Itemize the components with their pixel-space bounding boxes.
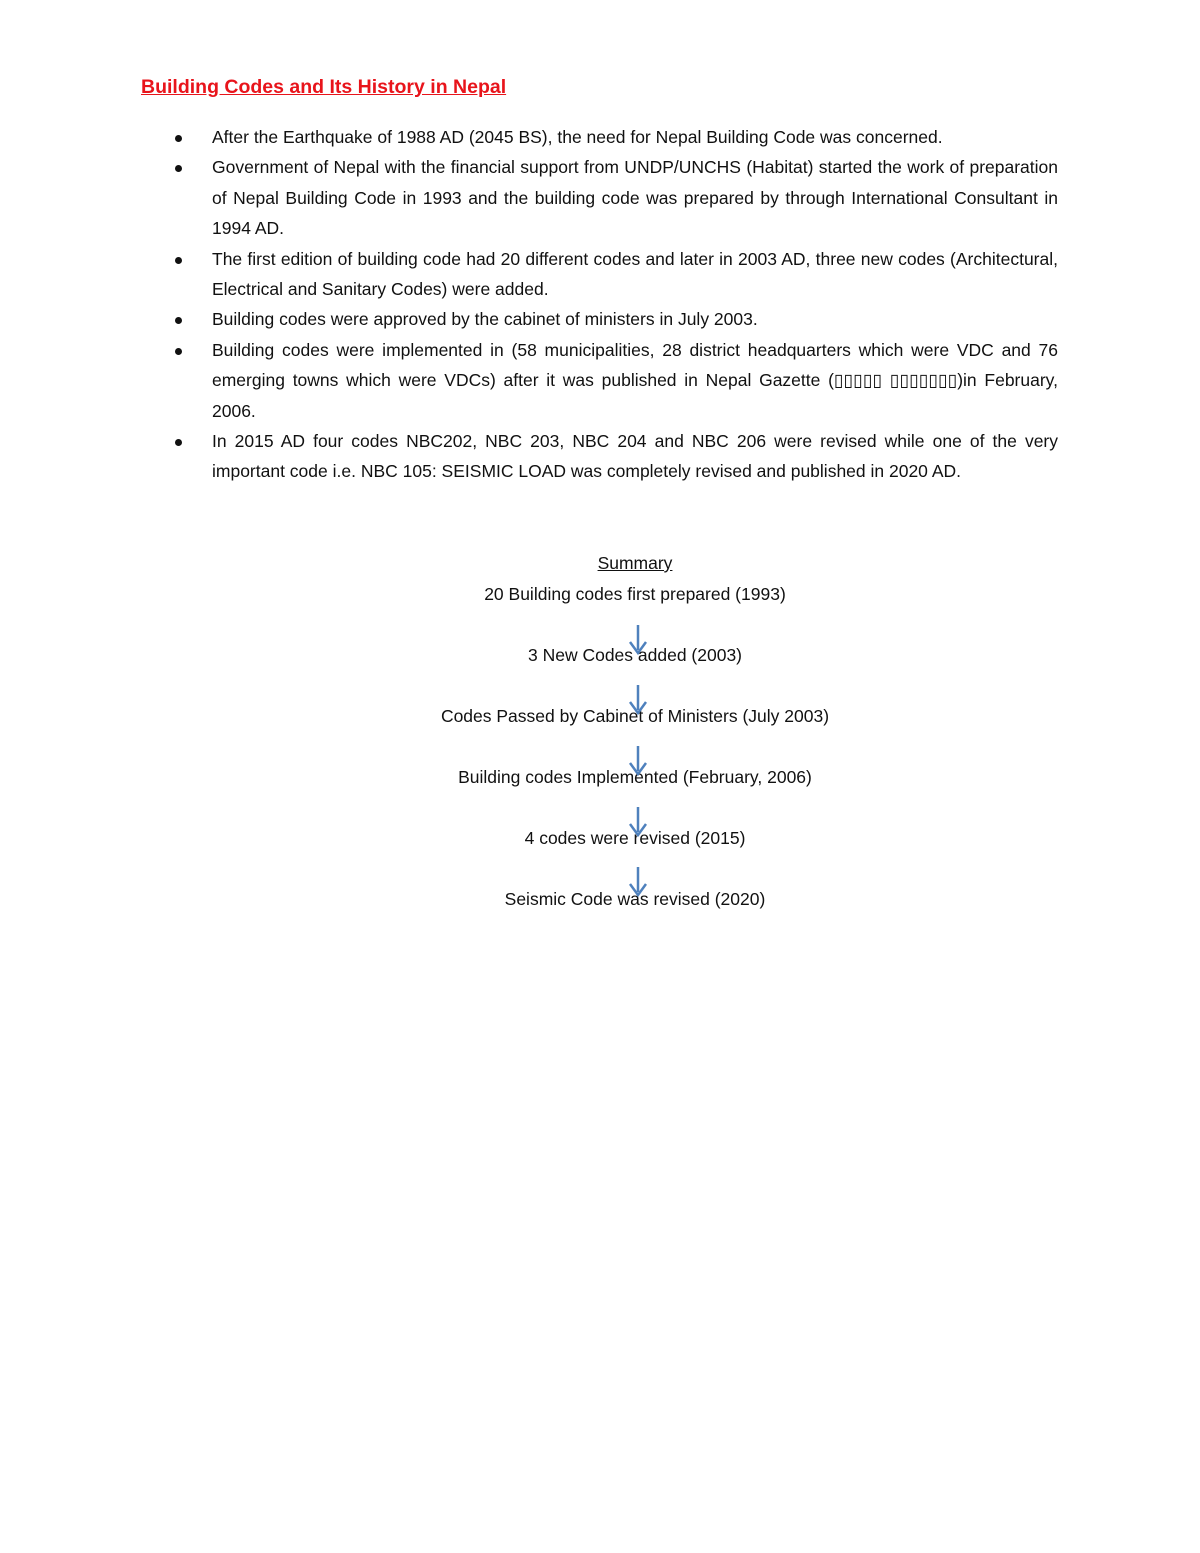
bullet-text: Building codes were implemented in (58 municipalities, 28 district headquarters which were VDC and 76 emerging towns which were VDCs) after it was published in Nepal Gazette (▯▯▯▯▯ ▯▯▯▯▯▯▯)in February, 2006. xyxy=(212,339,1058,421)
bullet-icon xyxy=(175,257,182,264)
summary-step: 3 New Codes added (2003) xyxy=(527,645,743,665)
bullet-text: Government of Nepal with the financial support from UNDP/UNCHS (Habitat) started the work of preparation of Nepal Building Code in 1993 and the building code was prepared by through International Consultant in 1994 AD. xyxy=(212,157,1058,239)
bullet-item xyxy=(172,335,1058,426)
bullet-item xyxy=(172,426,1058,487)
summary-step: Codes Passed by Cabinet of Ministers (July 2003) xyxy=(440,706,830,726)
down-arrow-icon xyxy=(624,866,648,898)
summary-heading: Summary xyxy=(597,553,673,573)
bullet-icon xyxy=(175,348,182,355)
arrow-spacer xyxy=(0,607,1200,642)
document-title: Building Codes and Its History in Nepal xyxy=(141,76,507,98)
bullet-item xyxy=(172,152,1058,243)
down-arrow-icon xyxy=(624,806,648,838)
summary-step: 4 codes were revised (2015) xyxy=(524,828,746,848)
bullet-item xyxy=(172,304,1058,334)
bullet-text: In 2015 AD four codes NBC202, NBC 203, NBC 204 and NBC 206 were revised while one of the very important code i.e. NBC 105: SEISMIC LOAD was completely revised and published in 2020 AD. xyxy=(212,431,1058,482)
bullet-text: The first edition of building code had 20 different codes and later in 2003 AD, three new codes (Architectural, Electrical and Sanitary Codes) were added. xyxy=(212,248,1058,300)
arrow-spacer xyxy=(0,729,1200,764)
arrow-spacer xyxy=(0,668,1200,703)
bullet-icon xyxy=(175,439,182,446)
summary-flow xyxy=(0,550,1200,912)
bullet-text: After the Earthquake of 1988 AD (2045 BS), the need for Nepal Building Code was concerned. xyxy=(212,127,943,147)
bullet-icon xyxy=(175,165,182,172)
bullet-item xyxy=(172,244,1058,305)
arrow-spacer xyxy=(0,790,1200,825)
bullet-icon xyxy=(175,135,182,142)
bullet-item xyxy=(172,122,1058,152)
down-arrow-icon xyxy=(624,684,648,716)
summary-step: Seismic Code was revised (2020) xyxy=(504,889,766,909)
down-arrow-icon xyxy=(624,624,648,656)
history-bullet-list xyxy=(172,122,1058,487)
summary-step: Building codes Implemented (February, 2006) xyxy=(458,767,812,787)
down-arrow-icon xyxy=(624,745,648,777)
summary-step: 20 Building codes first prepared (1993) xyxy=(484,584,786,604)
bullet-icon xyxy=(175,317,182,324)
arrow-spacer xyxy=(0,851,1200,886)
bullet-text: Building codes were approved by the cabinet of ministers in July 2003. xyxy=(212,309,758,330)
